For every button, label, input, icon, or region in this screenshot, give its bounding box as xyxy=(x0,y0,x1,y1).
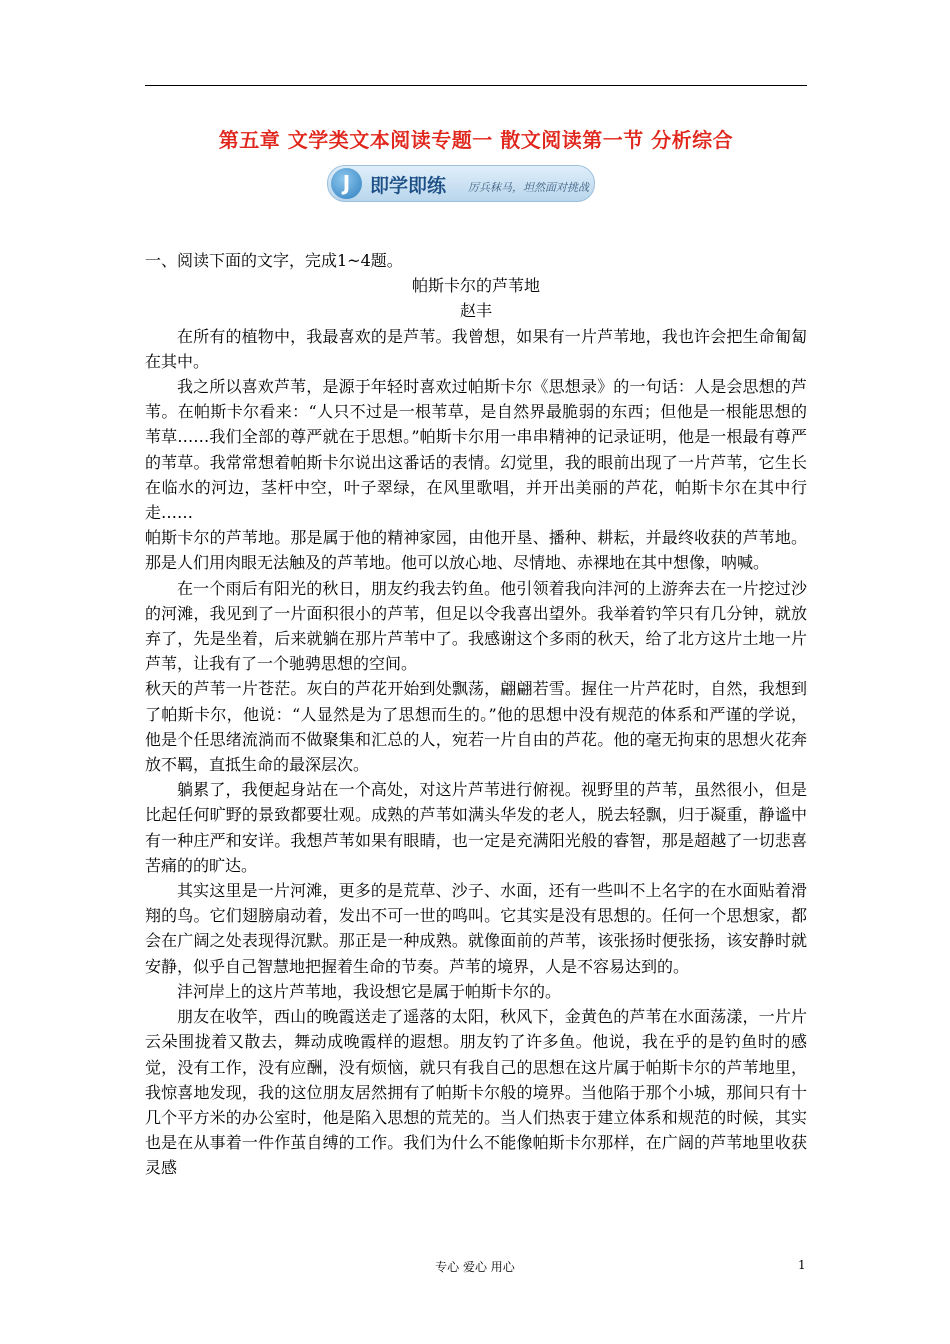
paragraph: 帕斯卡尔的芦苇地。那是属于他的精神家园，由他开垦、播种、耕耘，并最终收获的芦苇地。那是人们用肉眼无法触及的芦苇地。他可以放心地、尽情地、赤裸地在其中想像，呐喊。 xyxy=(145,528,807,573)
article-author: 赵丰 xyxy=(459,301,492,321)
practice-banner xyxy=(327,165,595,202)
paragraph: 在所有的植物中，我最喜欢的是芦苇。我曾想，如果有一片芦苇地，我也许会把生命匍匐在其中。 xyxy=(145,326,807,371)
header-rule xyxy=(145,85,807,86)
banner-slogan: 厉兵秣马，坦然面对挑战 xyxy=(468,181,589,194)
chapter-title: 第五章 文学类文本阅读专题一 散文阅读第一节 分析综合 xyxy=(218,128,734,152)
paragraph: 沣河岸上的这片芦苇地，我设想它是属于帕斯卡尔的。 xyxy=(177,981,562,1001)
paragraph: 在一个雨后有阳光的秋日，朋友约我去钓鱼。他引领着我向沣河的上游奔去在一片挖过沙的河滩，我见到了一片面积很小的芦苇，但足以令我喜出望外。我举着钓竿只有几分钟，就放弃了，先是坐着，后来就躺在那片芦苇中了。我感谢这个多雨的秋天，给了北方这片土地一片芦苇，让我有了一个驰骋思想的空间。 xyxy=(145,578,807,674)
banner-label: 即学即练 xyxy=(370,175,447,197)
article-title: 帕斯卡尔的芦苇地 xyxy=(411,276,540,296)
paragraph: 秋天的芦苇一片苍茫。灰白的芦花开始到处飘荡，翩翩若雪。握住一片芦花时，自然，我想到了帕斯卡尔，他说：“人显然是为了思想而生的。”他的思想中没有规范的体系和严谨的学说，他是个任思绪流淌而不做聚集和汇总的人，宛若一片自由的芦花。他的毫无拘束的思想火花奔放不羁，直抵生命的最深层次。 xyxy=(145,679,807,775)
paragraph: 朋友在收竿，西山的晚霞送走了遥落的太阳，秋风下，金黄色的芦苇在水面荡漾，一片片云朵围拢着又散去，舞动成晚霞样的遐想。朋友钓了许多鱼。他说，我在乎的是钓鱼时的感觉，没有工作，没有应酬，没有烦恼，就只有我自己的思想在这片属于帕斯卡尔的芦苇地里，我惊喜地发现，我的这位朋友居然拥有了帕斯卡尔般的境界。当他陷于那个小城，那间只有十几个平方米的办公室时，他是陷入思想的荒芜的。当人们热衷于建立体系和规范的时候，其实也是在从事着一件作茧自缚的工作。我们为什么不能像帕斯卡尔那样，在广阔的芦苇地里收获灵感 xyxy=(145,1007,807,1178)
j-badge-icon: J xyxy=(331,168,362,199)
paragraph: 我之所以喜欢芦苇，是源于年轻时喜欢过帕斯卡尔《思想录》的一句话：人是会思想的芦苇。在帕斯卡尔看来：“人只不过是一根苇草，是自然界最脆弱的东西；但他是一根能思想的苇草……我们全部的尊严就在于思想。”帕斯卡尔用一串串精神的记录证明，他是一根最有尊严的苇草。我常常想着帕斯卡尔说出这番话的表情。幻觉里，我的眼前出现了一片芦苇，它生长在临水的河边，茎杆中空，叶子翠绿，在风里歌唱，并开出美丽的芦花，帕斯卡尔在其中行走…… xyxy=(145,377,807,523)
article-body xyxy=(145,248,807,1181)
paragraph: 其实这里是一片河滩，更多的是荒草、沙子、水面，还有一些叫不上名字的在水面贴着滑翔的鸟。它们翅膀扇动着，发出不可一世的鸣叫。它其实是没有思想的。任何一个思想家，都会在广阔之处表现得沉默。那正是一种成熟。就像面前的芦苇，该张扬时便张扬，该安静时就安静，似乎自己智慧地把握着生命的节奏。芦苇的境界，人是不容易达到的。 xyxy=(145,881,807,976)
question-instruction: 一、阅读下面的文字，完成1~4题。 xyxy=(145,251,403,270)
page-number: 1 xyxy=(798,1258,806,1272)
paragraph: 躺累了，我便起身站在一个高处，对这片芦苇进行俯视。视野里的芦苇，虽然很小，但是比起任何旷野的景致都要壮观。成熟的芦苇如满头华发的老人，脱去轻飘，归于凝重，静谧中有一种庄严和安详。我想芦苇如果有眼睛，也一定是充满阳光般的睿智，那是超越了一切悲喜苦痛的的旷达。 xyxy=(145,780,807,875)
footer-motto: 专心 爱心 用心 xyxy=(435,1260,515,1274)
